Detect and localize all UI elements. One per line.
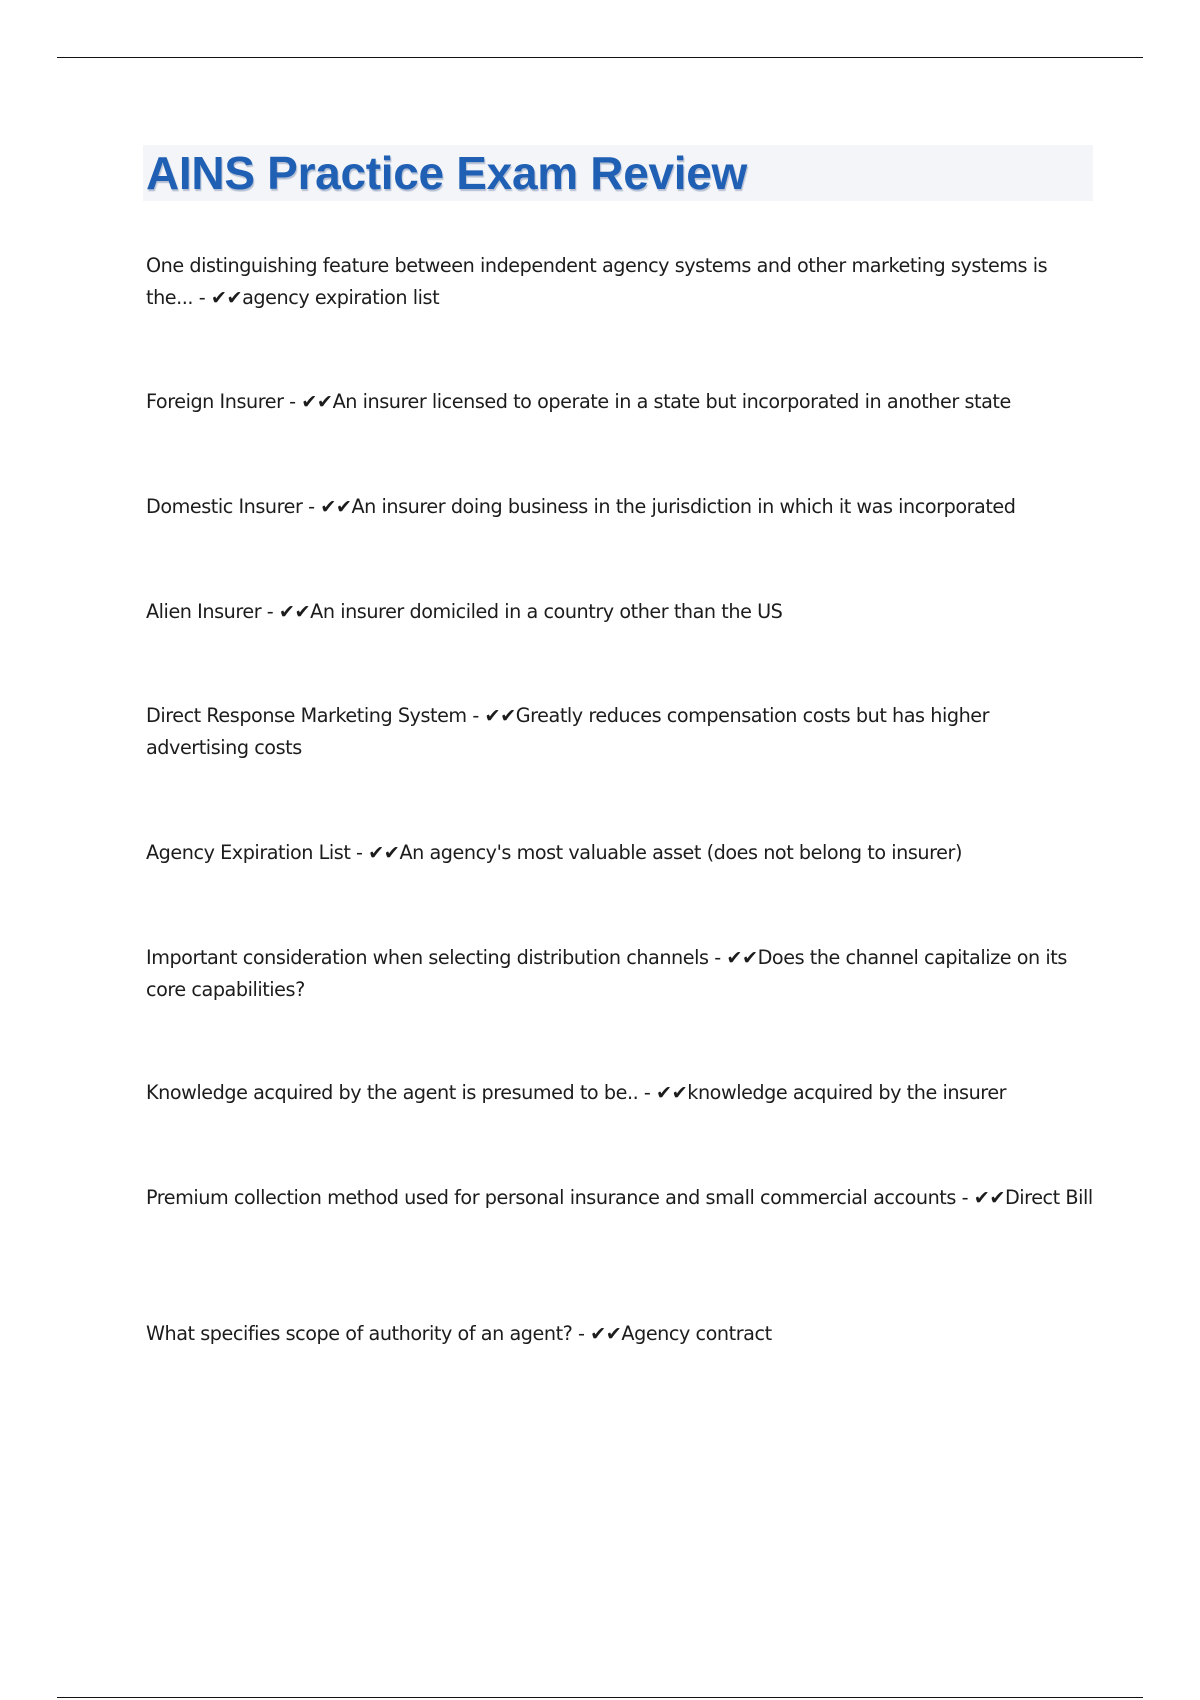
check-separator: - ✔✔ bbox=[955, 1186, 1005, 1209]
answer-text: Greatly reduces compensation costs but has higher advertising costs bbox=[146, 704, 990, 759]
check-separator: - ✔✔ bbox=[193, 286, 243, 309]
question-text: What specifies scope of authority of an agent? bbox=[146, 1322, 573, 1345]
qa-item bbox=[146, 942, 1096, 1006]
answer-text: Direct Bill bbox=[1004, 1186, 1093, 1209]
question-text: Important consideration when selecting distribution channels bbox=[146, 946, 709, 969]
question-text: Domestic Insurer bbox=[146, 495, 303, 518]
check-separator: - ✔✔ bbox=[302, 495, 352, 518]
question-text: Knowledge acquired by the agent is presumed to be.. bbox=[146, 1081, 639, 1104]
question-text: Agency Expiration List bbox=[146, 841, 351, 864]
qa-item bbox=[146, 491, 1096, 523]
answer-text: agency expiration list bbox=[242, 286, 440, 309]
answer-text: Agency contract bbox=[621, 1322, 772, 1345]
qa-item bbox=[146, 1077, 1096, 1109]
check-separator: - ✔✔ bbox=[261, 600, 311, 623]
answer-text: knowledge acquired by the insurer bbox=[687, 1081, 1007, 1104]
qa-item bbox=[146, 386, 1096, 418]
check-separator: - ✔✔ bbox=[572, 1322, 622, 1345]
check-separator: - ✔✔ bbox=[283, 390, 333, 413]
check-separator: - ✔✔ bbox=[350, 841, 400, 864]
qa-item bbox=[146, 1318, 1096, 1350]
answer-text: An insurer licensed to operate in a state but incorporated in another state bbox=[332, 390, 1011, 413]
answer-text: An agency's most valuable asset (does not belong to insurer) bbox=[399, 841, 962, 864]
qa-item bbox=[146, 700, 1096, 764]
header-rule bbox=[57, 57, 1143, 58]
check-separator: - ✔✔ bbox=[638, 1081, 688, 1104]
qa-item bbox=[146, 596, 1096, 628]
check-separator: - ✔✔ bbox=[708, 946, 758, 969]
question-text: Alien Insurer bbox=[146, 600, 262, 623]
question-text: Direct Response Marketing System bbox=[146, 704, 467, 727]
check-separator: - ✔✔ bbox=[466, 704, 516, 727]
question-text: One distinguishing feature between independent agency systems and other marketing systems is the... bbox=[146, 254, 1048, 309]
answer-text: An insurer domiciled in a country other than the US bbox=[310, 600, 783, 623]
question-text: Premium collection method used for personal insurance and small commercial accounts bbox=[146, 1186, 956, 1209]
answer-text: An insurer doing business in the jurisdiction in which it was incorporated bbox=[351, 495, 1016, 518]
answer-text: Does the channel capitalize on its core capabilities? bbox=[146, 946, 1067, 1001]
question-text: Foreign Insurer bbox=[146, 390, 284, 413]
document-title: AINS Practice Exam Review bbox=[146, 147, 748, 199]
qa-item bbox=[146, 837, 1096, 869]
qa-item bbox=[146, 1182, 1096, 1214]
footer-rule bbox=[57, 1697, 1143, 1698]
qa-item bbox=[146, 250, 1096, 314]
